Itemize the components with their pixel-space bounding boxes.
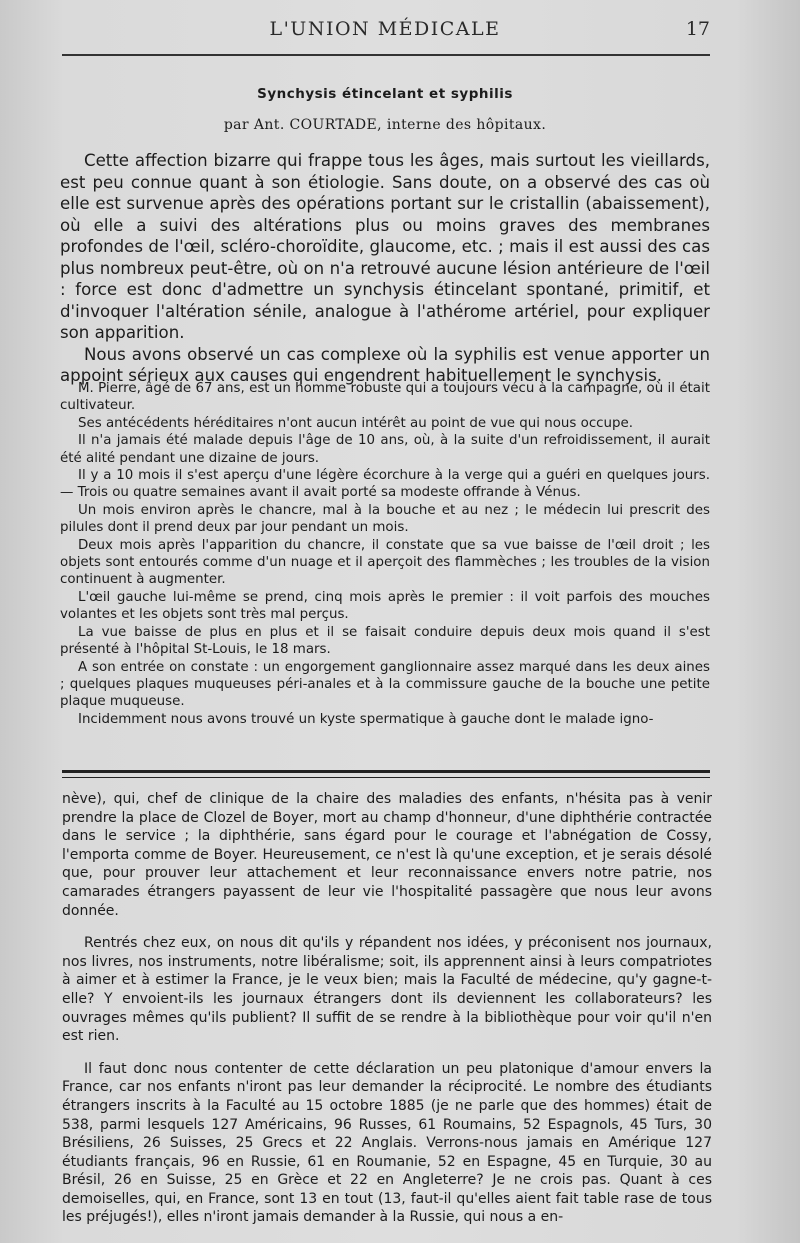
case-report <box>60 380 710 728</box>
intro-paragraph: Cette affection bizarre qui frappe tous les âges, mais surtout les vieillards, est peu connue quant à son étiologie. Sans doute, on a observé des cas où elle est survenue après des opérations portant sur le cristallin (abaissement), où elle a suivi des altérations plus ou moins graves des membranes profondes de l'œil, scléro-choroïdite, glaucome, etc. ; mais il est aussi des cas plus nombreux peut-être, où on n'a retrouvé aucune lésion antérieure de l'œil : force est donc d'admettre un synchysis étincelant spontané, primitif, et d'invoquer l'altération sénile, analogue à l'athérome artériel, pour expliquer son apparition. <box>60 151 710 342</box>
feuilleton-paragraph: Il faut donc nous contenter de cette déclaration un peu platonique d'amour envers la France, car nos enfants n'iront pas leur demander la réciprocité. Le nombre des étudiants étrangers inscrits à la Faculté au 15 octobre 1885 (je ne parle que des hommes) était de 538, parmi lesquels 127 Américains, 96 Russes, 61 Roumains, 52 Espagnols, 45 Turs, 30 Brésiliens, 26 Suisses, 25 Grecs et 22 Anglais. Verrons-nous jamais en Amérique 127 étudiants français, 96 en Russie, 61 en Roumanie, 52 en Espagne, 45 en Turquie, 30 au Brésil, 26 en Suisse, 25 en Grèce et 22 en Angleterre? Je ne crois pas. Quant à ces demoiselles, qui, en France, sont 13 en tout (13, faut-il qu'elles aient fait table rase de tous les préjugés!), elles n'iront jamais demander à la Russie, qui nous a en- <box>62 1060 712 1226</box>
case-paragraph: Il y a 10 mois il s'est aperçu d'une légère écorchure à la verge qui a guéri en quelques jours. — Trois ou quatre semaines avant il avait porté sa modeste offrande à Vénus. <box>60 468 710 501</box>
journal-title: L'UNION MÉDICALE <box>269 18 501 40</box>
article-title: Synchysis étincelant et syphilis <box>257 86 513 102</box>
feuilleton-section <box>62 790 712 1227</box>
intro-paragraph: Nous avons observé un cas complexe où la syphilis est venue apporter un appoint sérieux aux causes qui engendrent habituellement le synchysis. <box>60 344 710 385</box>
intro-section <box>60 150 710 387</box>
running-head <box>60 18 710 46</box>
case-paragraph: Incidemment nous avons trouvé un kyste spermatique à gauche dont le malade igno- <box>78 711 654 727</box>
case-paragraph: La vue baisse de plus en plus et il se faisait conduire depuis deux mois quand il s'est présenté à l'hôpital St-Louis, le 18 mars. <box>60 624 710 658</box>
case-paragraph: Deux mois après l'apparition du chancre, il constate que sa vue baisse de l'œil droit ; les objets sont entourés comme d'un nuage et il aperçoit des flammèches ; les troubles de la vision continuent à augmenter. <box>60 537 710 588</box>
byline: par Ant. COURTADE, interne des hôpitaux. <box>223 117 547 133</box>
feuilleton-divider-thin <box>62 777 710 778</box>
case-paragraph: Un mois environ après le chancre, mal à la bouche et au nez ; le médecin lui prescrit des pilules dont il prend deux par jour pendant un mois. <box>60 502 710 536</box>
case-paragraph: M. Pierre, âgé de 67 ans, est un homme robuste qui a toujours vécu à la campagne, où il était cultivateur. <box>60 381 710 414</box>
page-number: 17 <box>685 18 710 40</box>
feuilleton-divider-thick <box>62 770 710 773</box>
case-paragraph: L'œil gauche lui-même se prend, cinq mois après le premier : il voit parfois des mouches volantes et les objets sont très mal perçus. <box>60 589 710 623</box>
case-paragraph: Ses antécédents héréditaires n'ont aucun intérêt au point de vue qui nous occupe. <box>78 415 634 431</box>
header-rule <box>62 54 710 56</box>
case-paragraph: A son entrée on constate : un engorgement ganglionnaire assez marqué dans les deux aines ; quelques plaques muqueuses péri-anales et à la commissure gauche de la bouche une petite plaque muqueuse. <box>60 659 710 710</box>
case-paragraph: Il n'a jamais été malade depuis l'âge de 10 ans, où, à la suite d'un refroidissement, il aurait été alité pendant une dizaine de jours. <box>60 433 710 466</box>
feuilleton-paragraph: nève), qui, chef de clinique de la chaire des maladies des enfants, n'hésita pas à venir prendre la place de Clozel de Boyer, mort au champ d'honneur, d'une diphthérie contractée dans le service ; la diphthérie, sans égard pour le courage et l'abnégation de Cossy, l'emporta comme de Boyer. Heureusement, ce n'est là qu'une exception, et je serais désolé que, pour prouver leur attachement et leur reconnaissance envers notre patrie, nos camarades étrangers payassent de leur vie l'hospitalité passagère que nous leur avons donnée. <box>62 791 712 919</box>
feuilleton-paragraph: Rentrés chez eux, on nous dit qu'ils y répandent nos idées, y préconisent nos journaux, nos livres, nos instruments, notre libéralisme; soit, ils apprennent ainsi à leurs compatriotes à aimer et à estimer la France, je le veux bien; mais la Faculté de médecine, qu'y gagne-t-elle? Y envoient-ils les journaux étrangers dont ils deviennent les collaborateurs? les ouvrages mêmes qu'ils publient? Il suffit de se rendre à la bibliothèque pour voir qu'il n'en est rien. <box>62 935 712 1045</box>
